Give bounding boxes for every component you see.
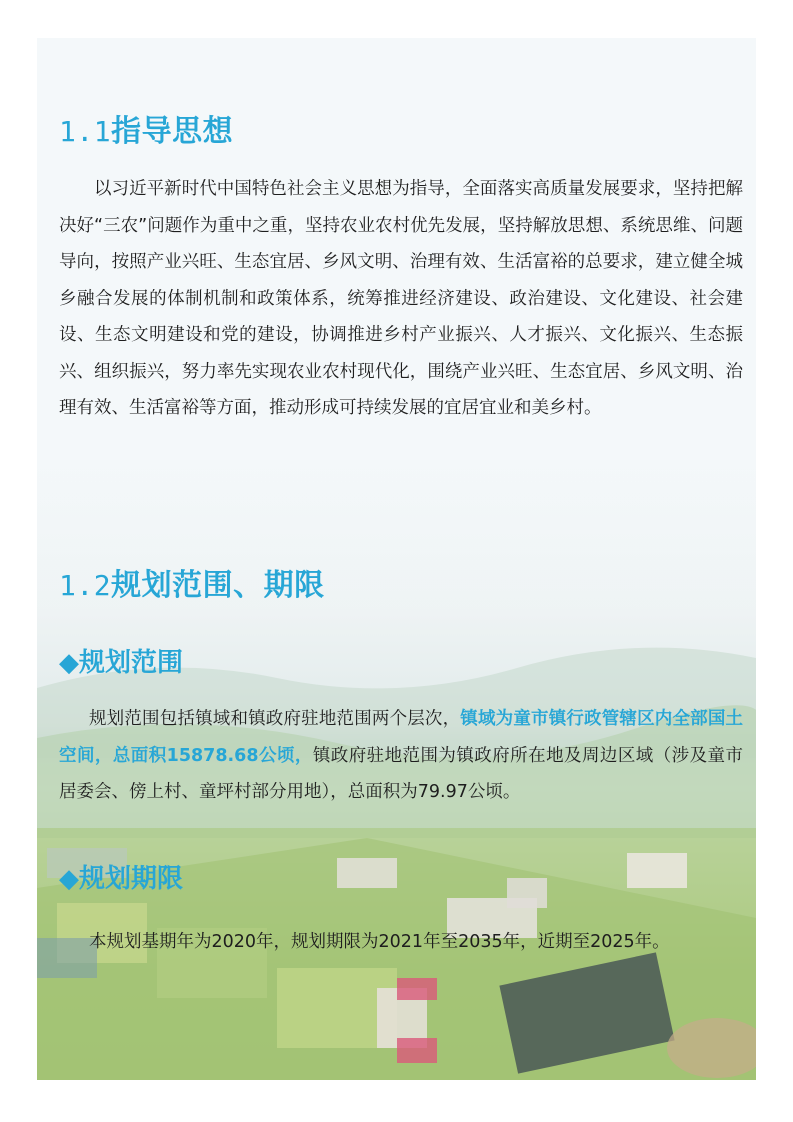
planning-period-paragraph: 本规划基期年为2020年，规划期限为2021年至2035年，近期至2025年。: [89, 932, 670, 952]
planning-scope-heading: ◆规划范围: [59, 648, 183, 678]
section-title: 指导思想: [111, 114, 234, 149]
scope-text-2: 镇政府驻地范围为镇政府所在地及周边区域（涉及童市居委会、傍上村、童坪村部分用地），总面积为79.97公顷。: [59, 745, 743, 802]
section-1-1-heading: [59, 106, 233, 150]
planning-scope-paragraph: [59, 701, 743, 811]
page-panel: [37, 38, 756, 1080]
section-number: 1.1: [59, 115, 112, 148]
section-1-2-heading: [59, 560, 325, 604]
planning-period-heading: ◆规划期限: [59, 864, 183, 894]
guiding-ideology-paragraph: 以习近平新时代中国特色社会主义思想为指导，全面落实高质量发展要求，坚持把解决好“三农”问题作为重中之重，坚持农业农村优先发展，坚持解放思想、系统思维、问题导向，按照产业兴旺、生态宜居、乡风文明、治理有效、生活富裕的总要求，建立健全城乡融合发展的体制机制和政策体系，统筹推进经济建设、政治建设、文化建设、社会建设、生态文明建设和党的建设，协调推进乡村产业振兴、人才振兴、文化振兴、生态振兴、组织振兴，努力率先实现农业农村现代化，围绕产业兴旺、生态宜居、乡风文明、治理有效、生活富裕等方面，推动形成可持续发展的宜居宜业和美乡村。: [59, 179, 743, 418]
section-title: 规划范围、期限: [111, 568, 325, 603]
scope-text-1: 规划范围包括镇域和镇政府驻地范围两个层次，: [89, 709, 461, 729]
page-content: [37, 38, 756, 1080]
scope-highlight: 镇域为童市镇行政管辖区内全部国土空间，总面积15878.68公顷，: [59, 709, 744, 766]
section-number: 1.2: [59, 569, 112, 602]
